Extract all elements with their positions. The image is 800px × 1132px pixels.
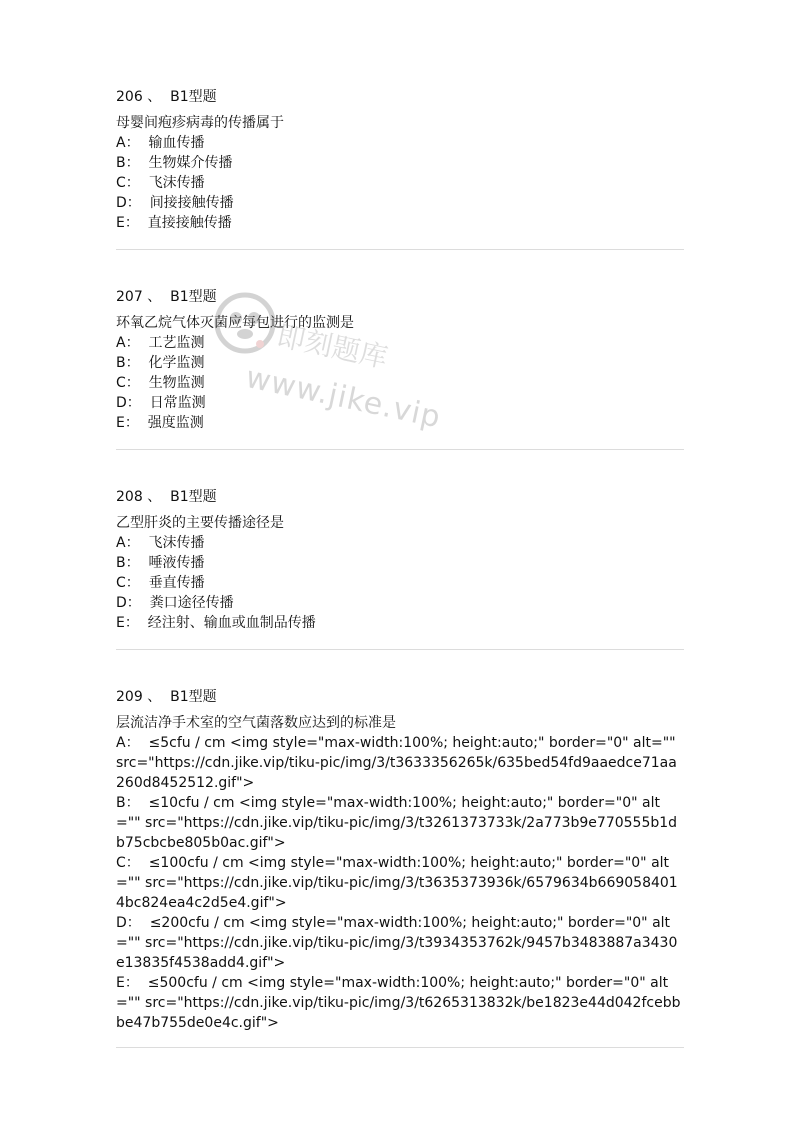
question-divider <box>116 1047 684 1048</box>
question-209 <box>116 687 684 1033</box>
question-separator: 、 <box>147 289 162 305</box>
option-d: D： 日常监测 <box>116 395 206 411</box>
question-stem: 母婴间疱疹病毒的传播属于 <box>116 115 284 131</box>
option-a: A： ≤5cfu / cm <img style="max-width:100%; height:auto;" border="0" alt="" src="https://cdn.jike.vip/tiku-pic/img/3/t3633356265k/635bed54fd9aaedce71aa260d8452512.gif"> <box>116 735 677 791</box>
question-type: B1型题 <box>170 89 217 105</box>
option-d: D： 间接接触传播 <box>116 195 234 211</box>
question-header <box>116 87 684 107</box>
option-c: C： 垂直传播 <box>116 575 205 591</box>
question-type: B1型题 <box>170 689 217 705</box>
option-e: E： 经注射、输血或血制品传播 <box>116 615 316 631</box>
option-c: C： 生物监测 <box>116 375 205 391</box>
option-b: B： 唾液传播 <box>116 555 205 571</box>
watermark-url: www.jike.vip <box>242 360 445 436</box>
question-type: B1型题 <box>170 289 217 305</box>
option-c: C： ≤100cfu / cm <img style="max-width:100%; height:auto;" border="0" alt="" src="https://cdn.jike.vip/tiku-pic/img/3/t3635373936k/6579634b6690584014bc824ea4c2d5e4.gif"> <box>116 855 678 911</box>
question-208 <box>116 487 684 633</box>
question-stem: 环氧乙烷气体灭菌应每包进行的监测是 <box>116 315 354 331</box>
option-d: D： ≤200cfu / cm <img style="max-width:100%; height:auto;" border="0" alt="" src="https://cdn.jike.vip/tiku-pic/img/3/t3934353762k/9457b3483887a3430e13835f4538add4.gif"> <box>116 915 678 971</box>
option-a: A： 飞沫传播 <box>116 535 205 551</box>
option-b: B： 化学监测 <box>116 355 205 371</box>
option-a: A： 输血传播 <box>116 135 205 151</box>
question-header <box>116 487 684 507</box>
option-b: B： ≤10cfu / cm <img style="max-width:100%; height:auto;" border="0" alt="" src="https://cdn.jike.vip/tiku-pic/img/3/t3261373733k/2a773b9e770555b1db75cbcbe805b0ac.gif"> <box>116 795 678 851</box>
option-e: E： 直接接触传播 <box>116 215 232 231</box>
question-separator: 、 <box>147 489 162 505</box>
question-stem: 乙型肝炎的主要传播途径是 <box>116 515 284 531</box>
question-header <box>116 687 684 707</box>
option-e: E： ≤500cfu / cm <img style="max-width:100%; height:auto;" border="0" alt="" src="https://cdn.jike.vip/tiku-pic/img/3/t6265313832k/be1823e44d042fcebbbe47b755de0e4c.gif"> <box>116 975 681 1031</box>
question-number: 207 <box>116 289 143 305</box>
question-separator: 、 <box>147 689 162 705</box>
question-separator: 、 <box>147 89 162 105</box>
question-206 <box>116 87 684 233</box>
option-a: A： 工艺监测 <box>116 335 205 351</box>
question-divider <box>116 449 684 450</box>
watermark-brand: 即刻题库 <box>274 318 391 375</box>
option-e: E： 强度监测 <box>116 415 204 431</box>
question-type: B1型题 <box>170 489 217 505</box>
question-divider <box>116 249 684 250</box>
question-number: 208 <box>116 489 143 505</box>
option-d: D： 粪口途径传播 <box>116 595 234 611</box>
question-stem: 层流洁净手术室的空气菌落数应达到的标准是 <box>116 715 396 731</box>
question-number: 206 <box>116 89 143 105</box>
question-header <box>116 287 684 307</box>
question-divider <box>116 649 684 650</box>
question-207 <box>116 287 684 433</box>
option-c: C： 飞沫传播 <box>116 175 205 191</box>
option-b: B： 生物媒介传播 <box>116 155 233 171</box>
question-number: 209 <box>116 689 143 705</box>
